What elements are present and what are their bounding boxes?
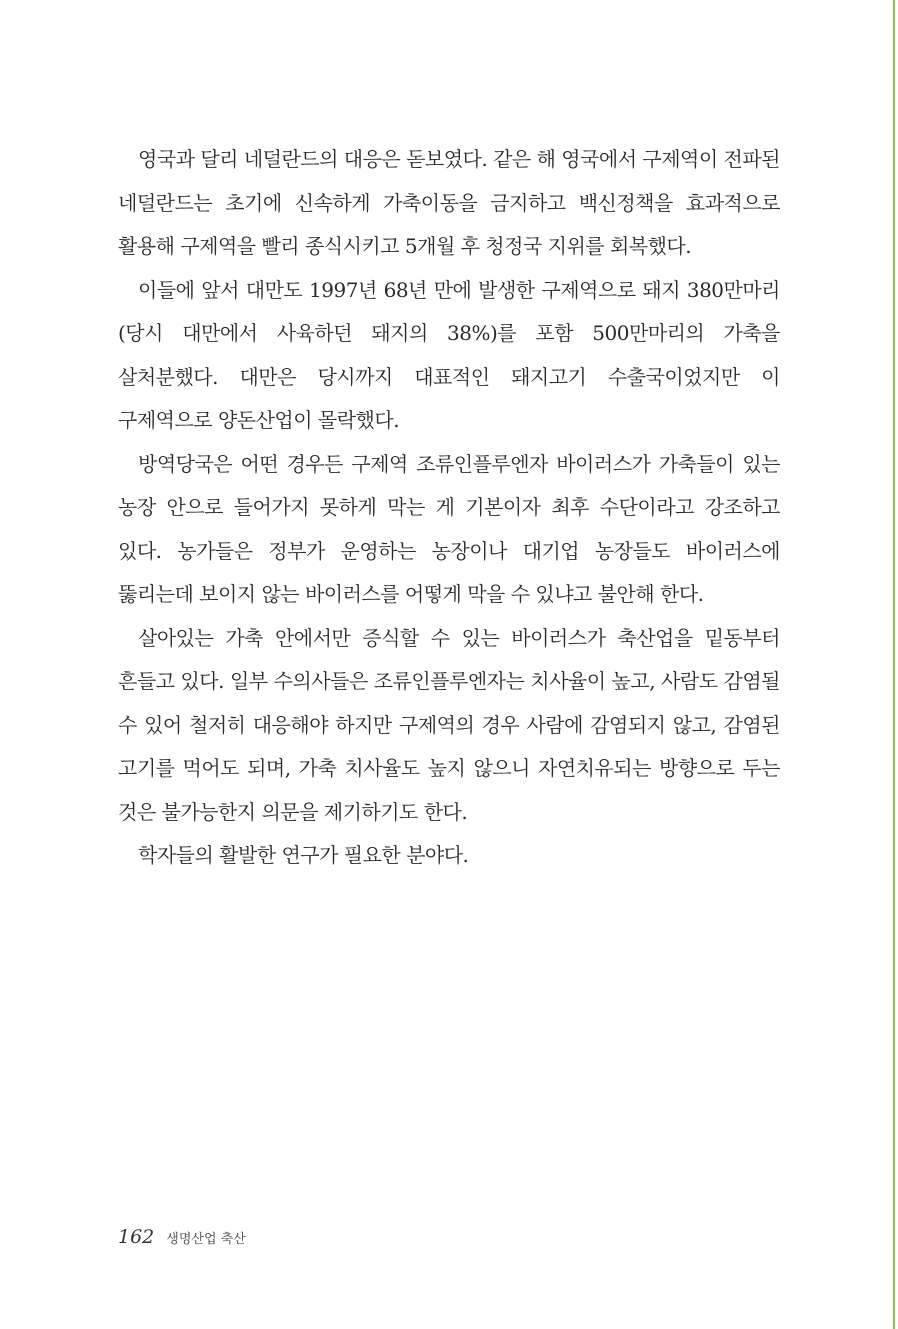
book-section-title: 생명산업 축산 xyxy=(166,1232,246,1247)
paragraph: 방역당국은 어떤 경우든 구제역 조류인플루엔자 바이러스가 가축들이 있는 농장 안으로 들어가지 못하게 막는 게 기본이자 최후 수단이라고 강조하고 있다. 농가들은 정부가 운영하는 농장이나 대기업 농장들도 바이러스에 뚫리는데 보이지 않는 바이러스를 어떻게 막을 수 있냐고 불안해 한다. xyxy=(118,451,780,606)
page-edge-rule xyxy=(893,0,895,1329)
body-text xyxy=(118,138,780,878)
paragraph: 영국과 달리 네덜란드의 대응은 돋보였다. 같은 해 영국에서 구제역이 전파된 네덜란드는 초기에 신속하게 가축이동을 금지하고 백신정책을 효과적으로 활용해 구제역을 빨리 종식시키고 5개월 후 청정국 지위를 회복했다. xyxy=(118,147,780,258)
paragraph: 이들에 앞서 대만도 1997년 68년 만에 발생한 구제역으로 돼지 380만마리(당시 대만에서 사육하던 돼지의 38%)를 포함 500만마리의 가축을 살처분했다. 대만은 당시까지 대표적인 돼지고기 수출국이었지만 이 구제역으로 양돈산업이 몰락했다. xyxy=(118,277,780,432)
page-footer xyxy=(118,1226,246,1256)
paragraph: 살아있는 가축 안에서만 증식할 수 있는 바이러스가 축산업을 밑동부터 흔들고 있다. 일부 수의사들은 조류인플루엔자는 치사율이 높고, 사람도 감염될 수 있어 철저히 대응해야 하지만 구제역의 경우 사람에 감염되지 않고, 감염된 고기를 먹어도 되며, 가축 치사율도 높지 않으니 자연치유되는 방향으로 두는 것은 불가능한지 의문을 제기하기도 한다. xyxy=(118,625,780,824)
paragraph: 학자들의 활발한 연구가 필요한 분야다. xyxy=(138,843,469,867)
page-number: 162 xyxy=(118,1226,155,1248)
